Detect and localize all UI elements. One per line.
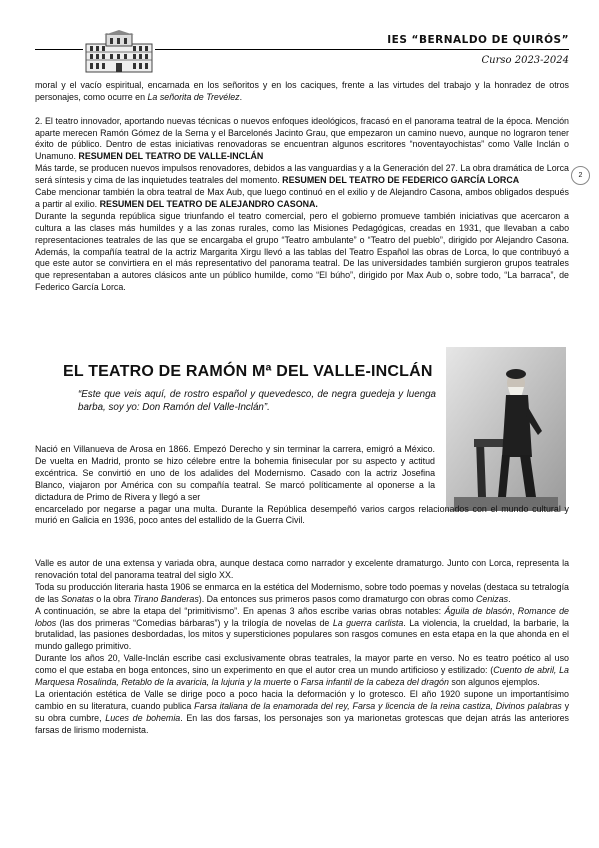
p5-title-1: Farsa italiana de la enamorada del rey, Farsa y licencia de la reina castiza, Divinos palabras bbox=[194, 700, 562, 711]
header-rule-right bbox=[155, 49, 569, 50]
intro-paragraph-3 bbox=[35, 163, 569, 187]
p4-title-1: Cuento de abril, La Marquesa Rosalinda, Retablo de la avaricia, la lujuria y la muerte bbox=[35, 665, 569, 688]
biography-paragraph: Nació en Villanueva de Arosa en 1866. Empezó Derecho y sin terminar la carrera, emigró a México. De vuelta en Madrid, pronto se hizo célebre entre la bohemia finisecular por su aspecto y actitud excéntrica. Se convirtió en uno de los adalides del Modernismo. Casado con la actriz Josefina Blanco, viajaron por América con su compañía teatral. Se marcó políticamente al oponerse a la dictadura de Primo de Rivera y llegó a ser bbox=[35, 444, 435, 502]
p4-b: o bbox=[293, 677, 299, 688]
p3-title-1: Águila de blasón bbox=[444, 605, 512, 616]
intro-paragraph-4 bbox=[35, 187, 569, 211]
intro-p2-text: 2. El teatro innovador, aportando nuevas técnicas o nuevos enfoques ideológicos, fracasó en el panorama teatral de la época. Mención aparte merecen Ramón Gómez de la Serna y el Barcelonés Jacinto Grau, que empezaron un camino nuevo, aunque no lograron tener éxito de público. Dentro de estas iniciativas renovadoras se encuentran algunos escritores “noventayochistas” como Valle Inclán o Unamuno. bbox=[35, 115, 569, 162]
page-header bbox=[0, 0, 599, 80]
p2-c: ). Da entonces sus primeros pasos como dramaturgo con obras como bbox=[198, 593, 474, 604]
p2-d: . bbox=[508, 593, 511, 604]
p3-title-3: La guerra carlista bbox=[332, 617, 404, 628]
p4-a: Durante los años 20, Valle-Inclán escribe casi exclusivamente obras teatrales, la mayor parte en verso. No es teatro poético al uso como el que estaba en boga entonces, sino un experimento en que el autor crea un mundo artificioso y estilizado: ( bbox=[35, 653, 569, 676]
works-section bbox=[35, 558, 569, 737]
p4-title-2: Farsa infantil de la cabeza del dragón bbox=[300, 677, 449, 688]
intro-paragraph-2 bbox=[35, 116, 569, 164]
works-paragraph-1: Valle es autor de una extensa y variada obra, aunque destaca como narrador y excelente dramaturgo. Junto con Lorca, representa la renovación total del panorama teatral del siglo XX. bbox=[35, 558, 569, 580]
page-number: 2 bbox=[571, 166, 590, 185]
intro-p4-text: Cabe mencionar también la obra teatral de Max Aub, que luego continuó en el exilio y de Alejandro Casona, ambos obligados después a partir al exilio. bbox=[35, 187, 569, 209]
valle-inclan-summary-link[interactable]: RESUMEN DEL TEATRO DE VALLE-INCLÁN bbox=[78, 151, 264, 162]
intro-paragraph-5: Durante la segunda república sigue triunfando el teatro comercial, pero el gobierno promueve también iniciativas que acercaron a cultura a las clases más humildes y a las zonas rurales, como las Misiones Pedagógicas, creadas en 1931, que llevaban a cabo representaciones teatrales de las que se encargaba el grupo “Teatro ambulante” o “Teatro del pueblo”, dirigido por Alejandro Casona. Además, la compañía teatral de la actriz Margarita Xirgu llevó a las tablas del Teatro Español las obras de Lorca, lo que contribuyó a que este autor se convirtiera en el más representativo del panorama teatral. De las universidades también surgieron grupos teatrales que representaban a autores clásicos ante un público humilde, como “El búho”, dirigido por Max Aub o, sobre todo, “La barraca”, de Federico García Lorca. bbox=[35, 210, 569, 293]
works-paragraph-2 bbox=[35, 582, 569, 606]
p5-b: y su obra cumbre, bbox=[35, 700, 570, 723]
p2-a: Toda su producción literaria hasta 1906 se enmarca en la estética del Modernismo, sobre todo poemas y novelas (destaca su tetralogía de las bbox=[35, 581, 569, 604]
p3-a: A continuación, se abre la etapa del “primitivismo”. En apenas 3 años escribe varias obras notables: bbox=[35, 605, 442, 616]
casona-summary-link[interactable]: RESUMEN DEL TEATRO DE ALEJANDRO CASONA. bbox=[99, 198, 318, 209]
p3-sep: , bbox=[511, 605, 515, 616]
intro-section bbox=[35, 80, 569, 294]
works-paragraph-3 bbox=[35, 606, 569, 654]
header-rule-left bbox=[35, 49, 83, 50]
p5-title-2: Luces de bohemia bbox=[105, 712, 181, 723]
biography-section bbox=[35, 444, 569, 527]
p2-b: o la obra bbox=[96, 593, 131, 604]
works-paragraph-4 bbox=[35, 653, 569, 689]
p3-b: (las dos primeras “Comedias bárbaras”) y la trilogía de novelas de bbox=[59, 617, 330, 628]
intro-paragraph-1 bbox=[35, 80, 569, 104]
works-paragraph-5 bbox=[35, 689, 569, 737]
p2-title-3: Cenizas bbox=[476, 593, 509, 604]
p3-title-2: Romance de lobos bbox=[35, 605, 569, 628]
section-title: EL TEATRO DE RAMÓN Mª DEL VALLE-INCLÁN bbox=[63, 363, 433, 380]
p2-title-2: Tirano Banderas bbox=[133, 593, 199, 604]
p5-a: La orientación estética de Valle se dirige poco a poco hacia la deformación y lo grotesco. El año 1920 supone un importantísimo cambio en su literatura, cuando publica bbox=[35, 688, 569, 711]
p5-c: . En las dos farsas, los personajes son ya marionetas grotescas que dejan atrás las anteriores farsas de lirismo modernista. bbox=[35, 712, 569, 735]
p2-title-1: Sonatas bbox=[61, 593, 94, 604]
lorca-summary-link[interactable]: RESUMEN DEL TEATRO DE FEDERICO GARCÍA LORCA bbox=[282, 175, 520, 186]
biography-paragraph-continued: encarcelado por negarse a pagar una multa. Durante la República desempeñó varios cargos relacionados con el mundo cultural y murió en Galicia en 1936, poco antes del estallido de la Guerra Civil. bbox=[35, 503, 569, 526]
author-quote: “Este que veis aquí, de rostro español y quevedesco, de negra guedeja y luenga barba, soy yo: Don Ramón del Valle-Inclán”. bbox=[78, 389, 436, 413]
course-year: Curso 2023-2024 bbox=[481, 55, 569, 66]
p4-c: son algunos ejemplos. bbox=[451, 677, 540, 688]
intro-p1-text: moral y el vacío espiritual, encarnada en los señoritos y en los caciques, frente a las virtudes del trabajo y la honradez de otros personajes, como ocurre en bbox=[35, 80, 569, 102]
intro-p3-text: Más tarde, se producen nuevos impulsos renovadores, debidos a las vanguardias y a la Generación del 27. La obra dramática de Lorca será síntesis y cima de las inquietudes teatrales del momento. bbox=[35, 163, 569, 186]
intro-p1-end: . bbox=[239, 91, 243, 102]
school-name: IES “BERNALDO DE QUIRÓS” bbox=[387, 34, 569, 46]
p3-c: . La violencia, la crueldad, la barbarie, la brutalidad, las pasiones desbordadas, los mitos y supersticiones populares son rasgos comunes en esta etapa en la que ahonda en el mundo gallego primitivo. bbox=[35, 617, 569, 652]
intro-p1-title: La señorita de Trevélez bbox=[147, 91, 240, 102]
school-building-logo bbox=[84, 30, 154, 74]
